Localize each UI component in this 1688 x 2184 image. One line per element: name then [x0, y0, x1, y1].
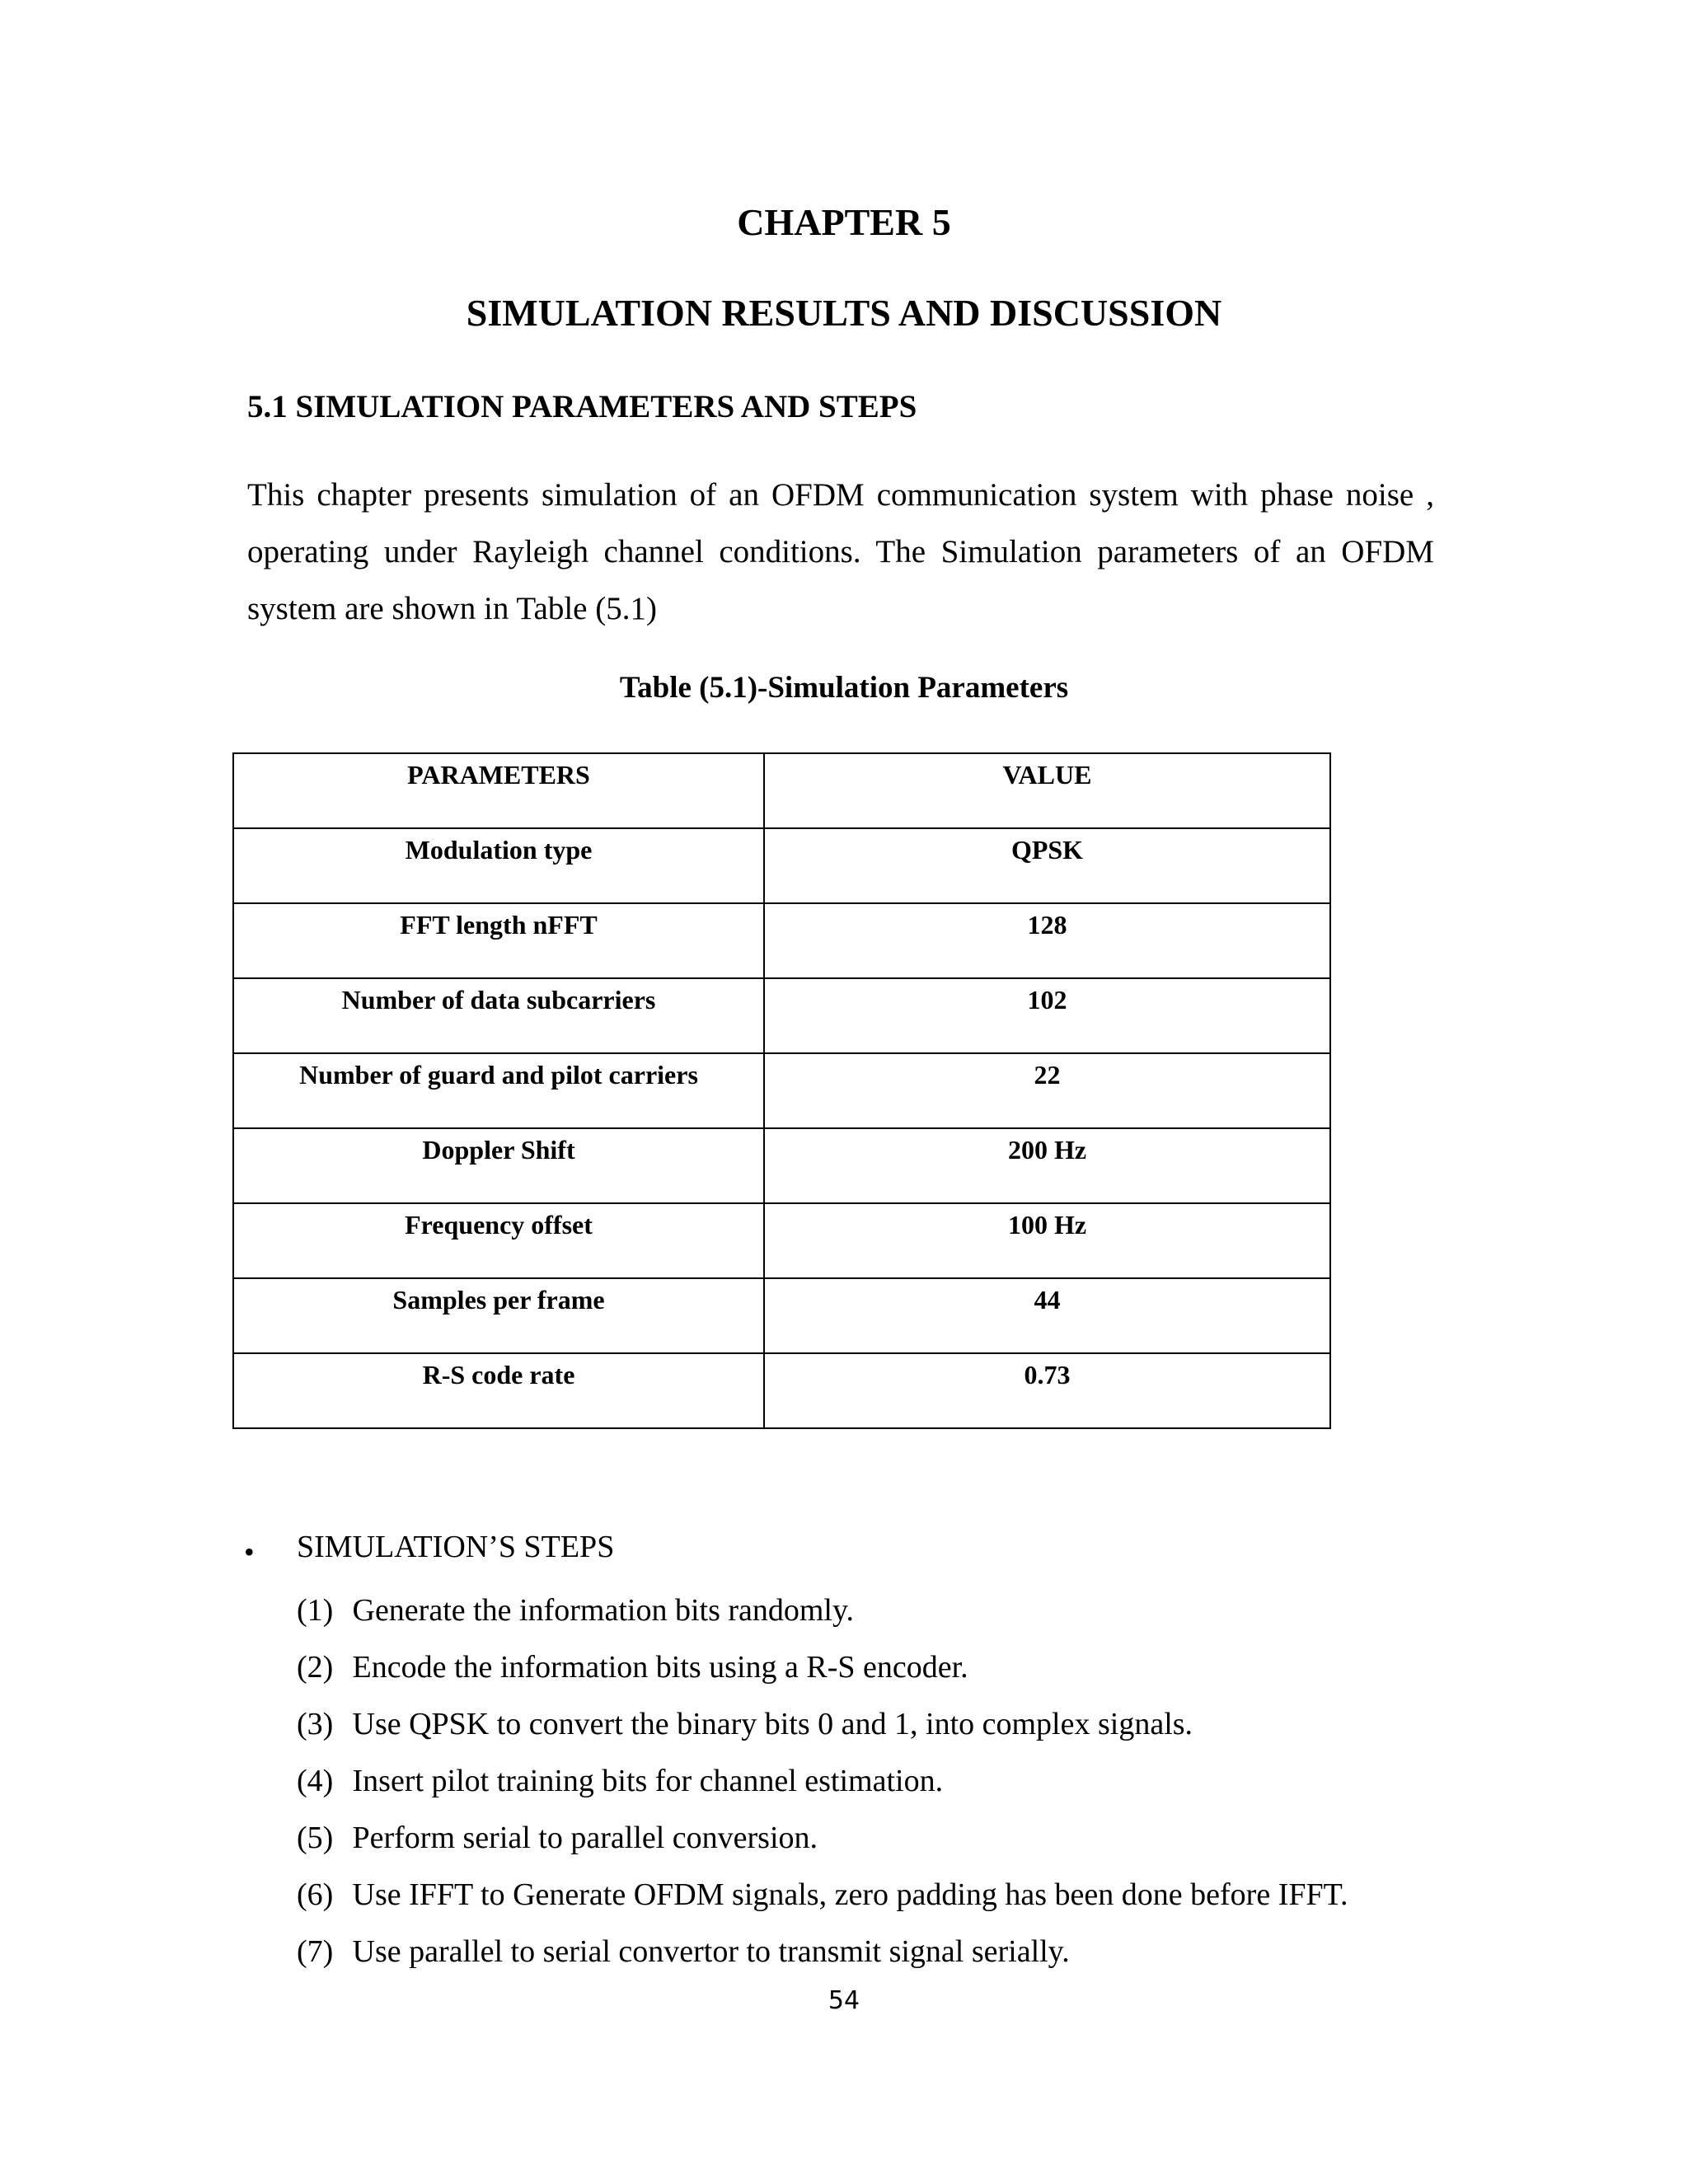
table-row	[233, 1278, 1330, 1353]
table-row	[233, 1128, 1330, 1203]
table-cell	[764, 978, 1330, 1053]
table-row	[233, 1203, 1330, 1278]
table-cell	[764, 1203, 1330, 1278]
page-number: 54	[828, 1986, 860, 2015]
chapter-title: CHAPTER 5	[737, 201, 951, 243]
intro-paragraph: This chapter presents simulation of an OFDM communication system with phase noise , operating under Rayleigh channel conditions. The Simulation parameters of an OFDM system are shown in Table (5.1)	[247, 477, 1434, 626]
header-value: VALUE	[1002, 760, 1092, 790]
table-row	[233, 828, 1330, 903]
steps-list	[297, 1582, 1348, 1980]
list-item	[297, 1696, 1348, 1753]
table-cell	[764, 1278, 1330, 1353]
step-text: Use QPSK to convert the binary bits 0 and 1, into complex signals.	[352, 1707, 1193, 1741]
step-number: (3)	[297, 1707, 334, 1741]
table-row	[233, 978, 1330, 1053]
list-item	[297, 1924, 1348, 1980]
table-row	[233, 1053, 1330, 1128]
parameter-name: R-S code rate	[422, 1360, 575, 1390]
table-cell	[764, 1128, 1330, 1203]
table-header-cell	[764, 753, 1330, 828]
table-cell	[233, 1128, 764, 1203]
step-number: (5)	[297, 1821, 334, 1855]
table-row	[233, 1353, 1330, 1428]
list-item	[297, 1810, 1348, 1867]
table-cell	[233, 978, 764, 1053]
table-header-row	[233, 753, 1330, 828]
step-text: Encode the information bits using a R-S encoder.	[352, 1650, 968, 1685]
header-parameters: PARAMETERS	[407, 760, 590, 790]
list-item	[297, 1582, 1348, 1639]
simulation-parameters-table	[232, 752, 1331, 1429]
step-number: (6)	[297, 1877, 334, 1912]
parameter-name: Modulation type	[405, 835, 593, 865]
parameter-value: QPSK	[1010, 835, 1084, 865]
table-cell	[764, 903, 1330, 978]
parameter-name: FFT length nFFT	[400, 910, 598, 940]
parameter-name: Doppler Shift	[422, 1135, 575, 1165]
chapter-subtitle: SIMULATION RESULTS AND DISCUSSION	[466, 292, 1222, 334]
table-cell	[233, 1353, 764, 1428]
steps-title: SIMULATION’S STEPS	[297, 1530, 615, 1564]
table-cell	[764, 1353, 1330, 1428]
step-number: (2)	[297, 1650, 334, 1685]
parameter-name: Frequency offset	[405, 1210, 593, 1240]
table-cell	[233, 1053, 764, 1128]
step-text: Use IFFT to Generate OFDM signals, zero padding has been done before IFFT.	[352, 1877, 1348, 1912]
table-cell	[233, 828, 764, 903]
list-item	[297, 1753, 1348, 1810]
step-text: Use parallel to serial convertor to transmit signal serially.	[352, 1934, 1070, 1969]
parameter-name: Number of guard and pilot carriers	[299, 1060, 698, 1090]
parameter-value: 44	[1034, 1285, 1061, 1315]
table-caption: Table (5.1)-Simulation Parameters	[619, 671, 1069, 705]
table-cell	[233, 1278, 764, 1353]
table-cell	[764, 1053, 1330, 1128]
step-number: (4)	[297, 1764, 334, 1798]
table-cell	[764, 828, 1330, 903]
parameter-name: Number of data subcarriers	[341, 985, 656, 1015]
list-item	[297, 1639, 1348, 1696]
parameter-value: 100 Hz	[1007, 1210, 1087, 1240]
parameter-name: Samples per frame	[392, 1285, 605, 1315]
parameter-value: 0.73	[1024, 1360, 1071, 1390]
parameter-value: 22	[1034, 1060, 1061, 1090]
table-cell	[233, 1203, 764, 1278]
table-cell	[233, 903, 764, 978]
step-number: (7)	[297, 1934, 334, 1969]
step-text: Perform serial to parallel conversion.	[352, 1821, 818, 1855]
step-text: Generate the information bits randomly.	[352, 1593, 855, 1628]
parameter-value: 128	[1027, 910, 1067, 940]
table-row	[233, 903, 1330, 978]
step-text: Insert pilot training bits for channel estimation.	[352, 1764, 944, 1798]
step-number: (1)	[297, 1593, 334, 1628]
parameter-value: 200 Hz	[1007, 1135, 1087, 1165]
table-header-cell	[233, 753, 764, 828]
section-heading: 5.1 SIMULATION PARAMETERS AND STEPS	[247, 389, 917, 424]
list-item	[297, 1867, 1348, 1924]
bullet-icon: •	[244, 1535, 255, 1568]
parameter-value: 102	[1027, 985, 1067, 1015]
